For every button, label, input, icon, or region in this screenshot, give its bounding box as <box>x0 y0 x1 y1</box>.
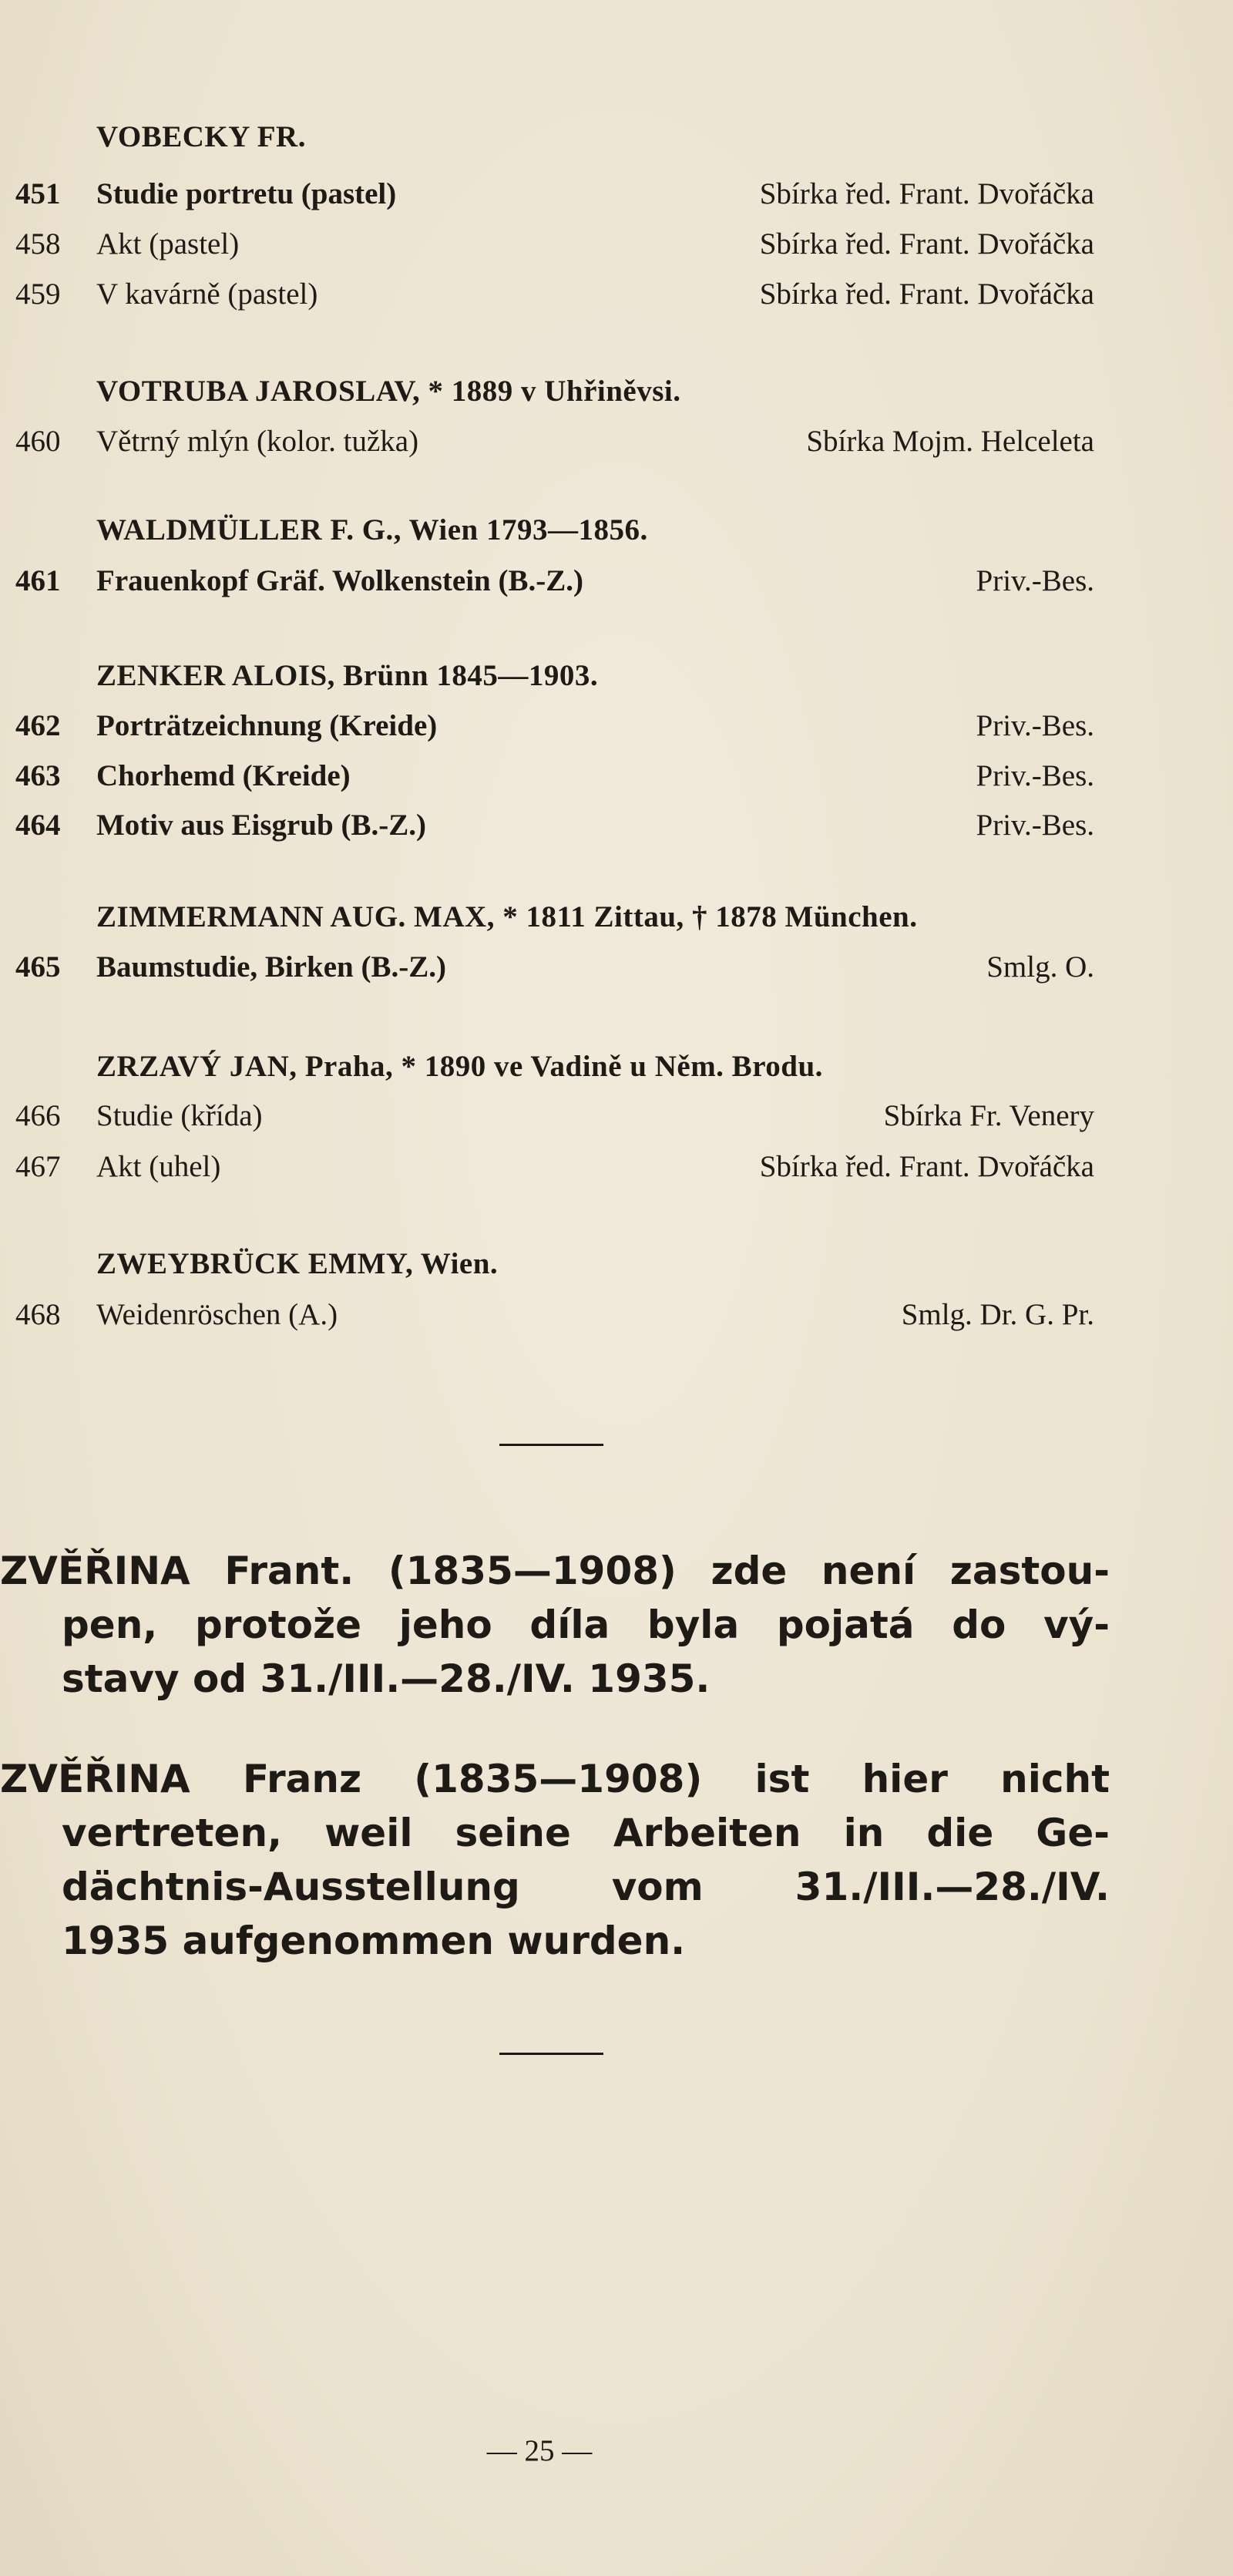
entry-owner: Sbírka Fr. Venery <box>883 1099 1094 1132</box>
entry-owner: Sbírka řed. Frant. Dvořáčka <box>759 277 1094 311</box>
entry-owner: Smlg. Dr. G. Pr. <box>901 1298 1094 1331</box>
note-german <box>0 1752 1110 1968</box>
entry-number: 466 <box>15 1099 61 1132</box>
entry-number: 464 <box>15 809 61 842</box>
entry-owner: Smlg. O. <box>986 950 1094 984</box>
entry-title: Frauenkopf Gräf. Wolkenstein (B.-Z.) <box>96 564 583 597</box>
note-line: vertreten, weil seine Arbeiten in die Ge- <box>62 1811 1110 1855</box>
entry-owner: Priv.-Bes. <box>976 759 1094 792</box>
entry-number: 463 <box>15 759 61 792</box>
entry-number: 465 <box>15 950 61 984</box>
catalog-entry <box>15 426 1094 463</box>
catalog-entry <box>15 1101 1094 1138</box>
catalog-entry <box>15 229 1094 266</box>
page-number: — 25 — <box>486 2434 593 2467</box>
artist-heading: VOTRUBA JAROSLAV, * 1889 v Uhřiněvsi. <box>96 375 681 408</box>
entry-owner: Sbírka Mojm. Helceleta <box>806 425 1094 458</box>
artist-heading: ZRZAVÝ JAN, Praha, * 1890 ve Vadině u Něm. Brodu. <box>96 1050 823 1083</box>
entry-title: V kavárně (pastel) <box>96 277 318 311</box>
entry-number: 468 <box>15 1298 61 1331</box>
catalog-entry <box>15 952 1094 989</box>
entry-number: 459 <box>15 277 61 311</box>
catalog-entry <box>15 810 1094 847</box>
entry-owner: Priv.-Bes. <box>976 709 1094 742</box>
note-line: stavy od 31./III.—28./IV. 1935. <box>62 1656 711 1701</box>
entry-owner: Sbírka řed. Frant. Dvořáčka <box>759 177 1094 210</box>
entry-title: Porträtzeichnung (Kreide) <box>96 709 438 742</box>
catalog-entry <box>15 711 1094 748</box>
entry-number: 462 <box>15 709 61 742</box>
entry-number: 461 <box>15 564 61 597</box>
entry-title: Větrný mlýn (kolor. tužka) <box>96 425 419 458</box>
entry-number: 451 <box>15 177 61 210</box>
entry-number: 458 <box>15 227 61 261</box>
note-line: ZVĚŘINA Frant. (1835—1908) zde není zastou- <box>0 1549 1110 1593</box>
entry-number: 467 <box>15 1150 61 1183</box>
note-czech <box>0 1544 1110 1706</box>
entry-owner: Priv.-Bes. <box>976 564 1094 597</box>
note-line: pen, protože jeho díla byla pojatá do vý- <box>62 1602 1110 1647</box>
entry-owner: Sbírka řed. Frant. Dvořáčka <box>759 227 1094 261</box>
entry-title: Chorhemd (Kreide) <box>96 759 351 792</box>
catalog-entry <box>15 1300 1094 1337</box>
note-line: dächtnis-Ausstellung vom 31./III.—28./IV. <box>62 1865 1110 1909</box>
entry-title: Akt (pastel) <box>96 227 240 261</box>
entry-number: 460 <box>15 425 61 458</box>
section-divider <box>499 2053 603 2055</box>
catalog-entry <box>15 761 1094 798</box>
catalog-entry <box>15 566 1094 603</box>
catalog-entry <box>15 1152 1094 1189</box>
entry-owner: Sbírka řed. Frant. Dvořáčka <box>759 1150 1094 1183</box>
artist-heading: WALDMÜLLER F. G., Wien 1793—1856. <box>96 513 648 546</box>
entry-title: Studie (křída) <box>96 1099 263 1132</box>
entry-title: Studie portretu (pastel) <box>96 177 397 210</box>
entry-title: Weidenröschen (A.) <box>96 1298 338 1331</box>
artist-heading: ZWEYBRÜCK EMMY, Wien. <box>96 1247 499 1280</box>
catalog-entry <box>15 279 1094 316</box>
artist-heading: VOBECKY FR. <box>96 120 306 153</box>
entry-title: Baumstudie, Birken (B.-Z.) <box>96 950 446 984</box>
section-divider <box>499 1444 603 1446</box>
entry-owner: Priv.-Bes. <box>976 809 1094 842</box>
entry-title: Akt (uhel) <box>96 1150 221 1183</box>
entry-title: Motiv aus Eisgrub (B.-Z.) <box>96 809 426 842</box>
artist-heading: ZIMMERMANN AUG. MAX, * 1811 Zittau, † 1878 München. <box>96 900 918 933</box>
note-line: 1935 aufgenommen wurden. <box>62 1919 686 1963</box>
catalog-entry <box>15 179 1094 216</box>
note-line: ZVĚŘINA Franz (1835—1908) ist hier nicht <box>0 1757 1110 1801</box>
artist-heading: ZENKER ALOIS, Brünn 1845—1903. <box>96 659 599 692</box>
